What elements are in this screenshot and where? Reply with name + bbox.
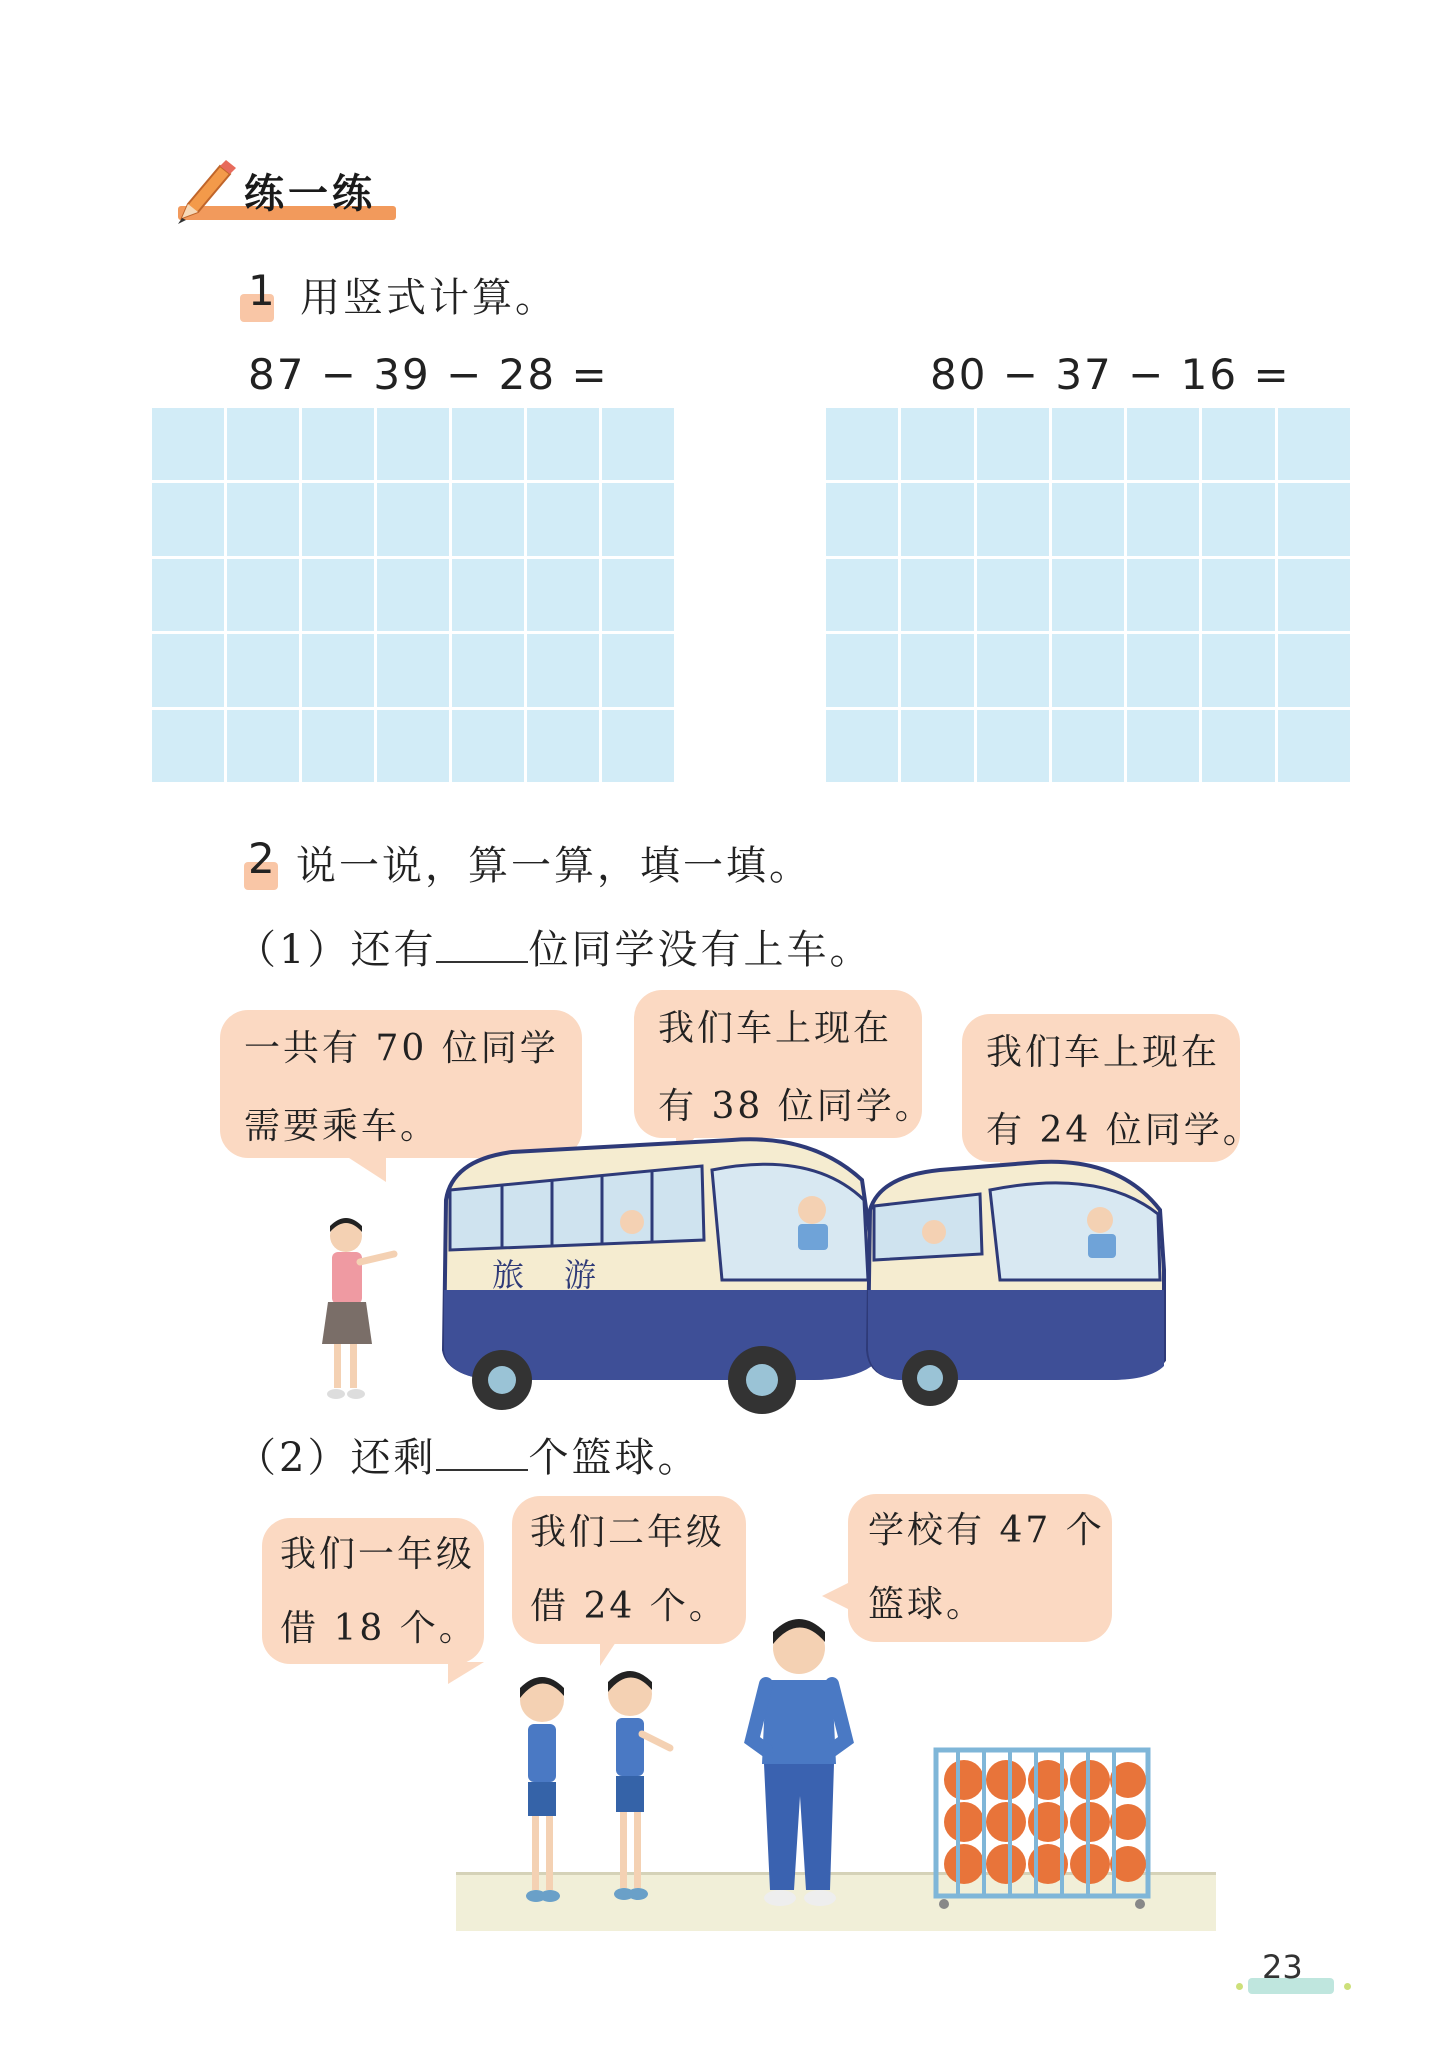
grid-cell[interactable] xyxy=(901,408,973,480)
speech-bubble-bus1 xyxy=(634,990,934,1138)
grid-cell[interactable] xyxy=(302,483,374,555)
student-1-figure xyxy=(510,1670,574,1908)
bus-sign: 旅 游 xyxy=(492,1256,601,1294)
grid-cell[interactable] xyxy=(1202,483,1274,555)
bubble-line: 学校有 47 个 xyxy=(868,1510,1105,1551)
grid-cell[interactable] xyxy=(452,408,524,480)
grid-cell[interactable] xyxy=(977,408,1049,480)
section-title: 练一练 xyxy=(244,170,376,217)
speech-bubble-coach xyxy=(848,1494,1112,1642)
grid-cell[interactable] xyxy=(1052,483,1124,555)
grid-cell[interactable] xyxy=(826,634,898,706)
teacher-figure xyxy=(316,1210,406,1410)
grid-cell[interactable] xyxy=(527,710,599,782)
grid-cell[interactable] xyxy=(152,634,224,706)
grid-cell[interactable] xyxy=(302,408,374,480)
grid-cell[interactable] xyxy=(901,710,973,782)
answer-blank-2[interactable] xyxy=(436,1433,528,1471)
grid-cell[interactable] xyxy=(901,634,973,706)
q2-sub1 xyxy=(236,918,872,975)
grid-cell[interactable] xyxy=(527,483,599,555)
grid-cell[interactable] xyxy=(602,408,674,480)
q2-sub2-suffix: 个篮球。 xyxy=(528,1435,701,1481)
grid-cell[interactable] xyxy=(977,559,1049,631)
grid-cell[interactable] xyxy=(152,408,224,480)
grid-cell[interactable] xyxy=(227,408,299,480)
grid-cell[interactable] xyxy=(377,408,449,480)
bubble-line: 有 24 位同学。 xyxy=(986,1110,1262,1151)
decor-dot xyxy=(1236,1983,1243,1990)
pencil-icon xyxy=(174,160,238,226)
bubble-line: 我们车上现在 xyxy=(658,1008,893,1049)
grid-cell[interactable] xyxy=(1278,483,1350,555)
coach-figure xyxy=(744,1610,854,1912)
grid-cell[interactable] xyxy=(1127,559,1199,631)
bubble-line: 篮球。 xyxy=(868,1584,986,1625)
grid-cell[interactable] xyxy=(1052,634,1124,706)
q2-sub2 xyxy=(236,1426,700,1483)
grid-cell[interactable] xyxy=(452,483,524,555)
answer-blank-1[interactable] xyxy=(436,925,528,963)
grid-cell[interactable] xyxy=(527,634,599,706)
bubble-line: 一共有 70 位同学 xyxy=(244,1028,559,1069)
grid-cell[interactable] xyxy=(1278,710,1350,782)
grid-cell[interactable] xyxy=(527,559,599,631)
grid-cell[interactable] xyxy=(1202,559,1274,631)
bubble-line: 我们车上现在 xyxy=(986,1032,1221,1073)
q2-sub1-prefix: （1）还有 xyxy=(236,927,437,973)
grid-cell[interactable] xyxy=(1127,710,1199,782)
grid-cell[interactable] xyxy=(1278,559,1350,631)
bubble-tail xyxy=(448,1662,484,1684)
bus-2 xyxy=(860,1150,1170,1410)
grid-cell[interactable] xyxy=(901,483,973,555)
grid-cell[interactable] xyxy=(1127,483,1199,555)
basketball-cart xyxy=(928,1744,1158,1910)
grid-cell[interactable] xyxy=(452,710,524,782)
bubble-tail xyxy=(600,1642,616,1666)
grid-cell[interactable] xyxy=(1052,559,1124,631)
grid-cell[interactable] xyxy=(1127,408,1199,480)
grid-cell[interactable] xyxy=(377,710,449,782)
grid-cell[interactable] xyxy=(1278,408,1350,480)
grid-cell[interactable] xyxy=(377,559,449,631)
decor-dot xyxy=(1344,1983,1351,1990)
grid-cell[interactable] xyxy=(826,408,898,480)
grid-cell[interactable] xyxy=(1202,634,1274,706)
grid-cell[interactable] xyxy=(977,483,1049,555)
grid-cell[interactable] xyxy=(826,483,898,555)
equation-right: 80 − 37 − 16 = xyxy=(930,350,1291,399)
bubble-line: 借 18 个。 xyxy=(280,1608,478,1649)
grid-cell[interactable] xyxy=(826,559,898,631)
grid-cell[interactable] xyxy=(1052,710,1124,782)
student-2-figure xyxy=(598,1664,678,1908)
grid-cell[interactable] xyxy=(302,710,374,782)
speech-bubble-grade1 xyxy=(262,1518,484,1664)
grid-cell[interactable] xyxy=(302,634,374,706)
q1-number: 1 xyxy=(248,266,275,315)
q2-number: 2 xyxy=(248,834,275,883)
grid-cell[interactable] xyxy=(527,408,599,480)
grid-cell[interactable] xyxy=(602,710,674,782)
bubble-line: 借 24 个。 xyxy=(530,1586,728,1627)
grid-cell[interactable] xyxy=(152,483,224,555)
grid-cell[interactable] xyxy=(377,483,449,555)
grid-cell[interactable] xyxy=(1202,710,1274,782)
q1-title: 用竖式计算。 xyxy=(300,275,558,321)
grid-cell[interactable] xyxy=(1127,634,1199,706)
grid-cell[interactable] xyxy=(602,559,674,631)
grid-cell[interactable] xyxy=(602,634,674,706)
bubble-line: 需要乘车。 xyxy=(244,1106,440,1147)
bubble-tail xyxy=(822,1582,850,1610)
page-number: 23 xyxy=(1262,1948,1303,1986)
q2-sub1-suffix: 位同学没有上车。 xyxy=(528,927,873,973)
q2-title: 说一说，算一算，填一填。 xyxy=(296,843,812,889)
bubble-tail xyxy=(346,1156,386,1182)
bubble-line: 我们一年级 xyxy=(280,1534,476,1575)
grid-cell[interactable] xyxy=(302,559,374,631)
grid-cell[interactable] xyxy=(977,710,1049,782)
answer-grid-right[interactable] xyxy=(826,408,1350,782)
grid-cell[interactable] xyxy=(152,559,224,631)
grid-cell[interactable] xyxy=(377,634,449,706)
grid-cell[interactable] xyxy=(1278,634,1350,706)
speech-bubble-grade2 xyxy=(512,1496,746,1644)
grid-cell[interactable] xyxy=(452,559,524,631)
grid-cell[interactable] xyxy=(1202,408,1274,480)
grid-cell[interactable] xyxy=(227,483,299,555)
speech-bubble-bus2 xyxy=(962,1014,1262,1162)
grid-cell[interactable] xyxy=(901,559,973,631)
bubble-line: 有 38 位同学。 xyxy=(658,1086,934,1127)
grid-cell[interactable] xyxy=(452,634,524,706)
grid-cell[interactable] xyxy=(977,634,1049,706)
grid-cell[interactable] xyxy=(826,710,898,782)
grid-cell[interactable] xyxy=(227,634,299,706)
q2-sub2-prefix: （2）还剩 xyxy=(236,1435,437,1481)
equation-left: 87 − 39 − 28 = xyxy=(248,350,609,399)
bubble-line: 我们二年级 xyxy=(530,1512,726,1553)
grid-cell[interactable] xyxy=(227,710,299,782)
grid-cell[interactable] xyxy=(227,559,299,631)
grid-cell[interactable] xyxy=(602,483,674,555)
grid-cell[interactable] xyxy=(152,710,224,782)
grid-cell[interactable] xyxy=(1052,408,1124,480)
answer-grid-left[interactable] xyxy=(152,408,674,782)
